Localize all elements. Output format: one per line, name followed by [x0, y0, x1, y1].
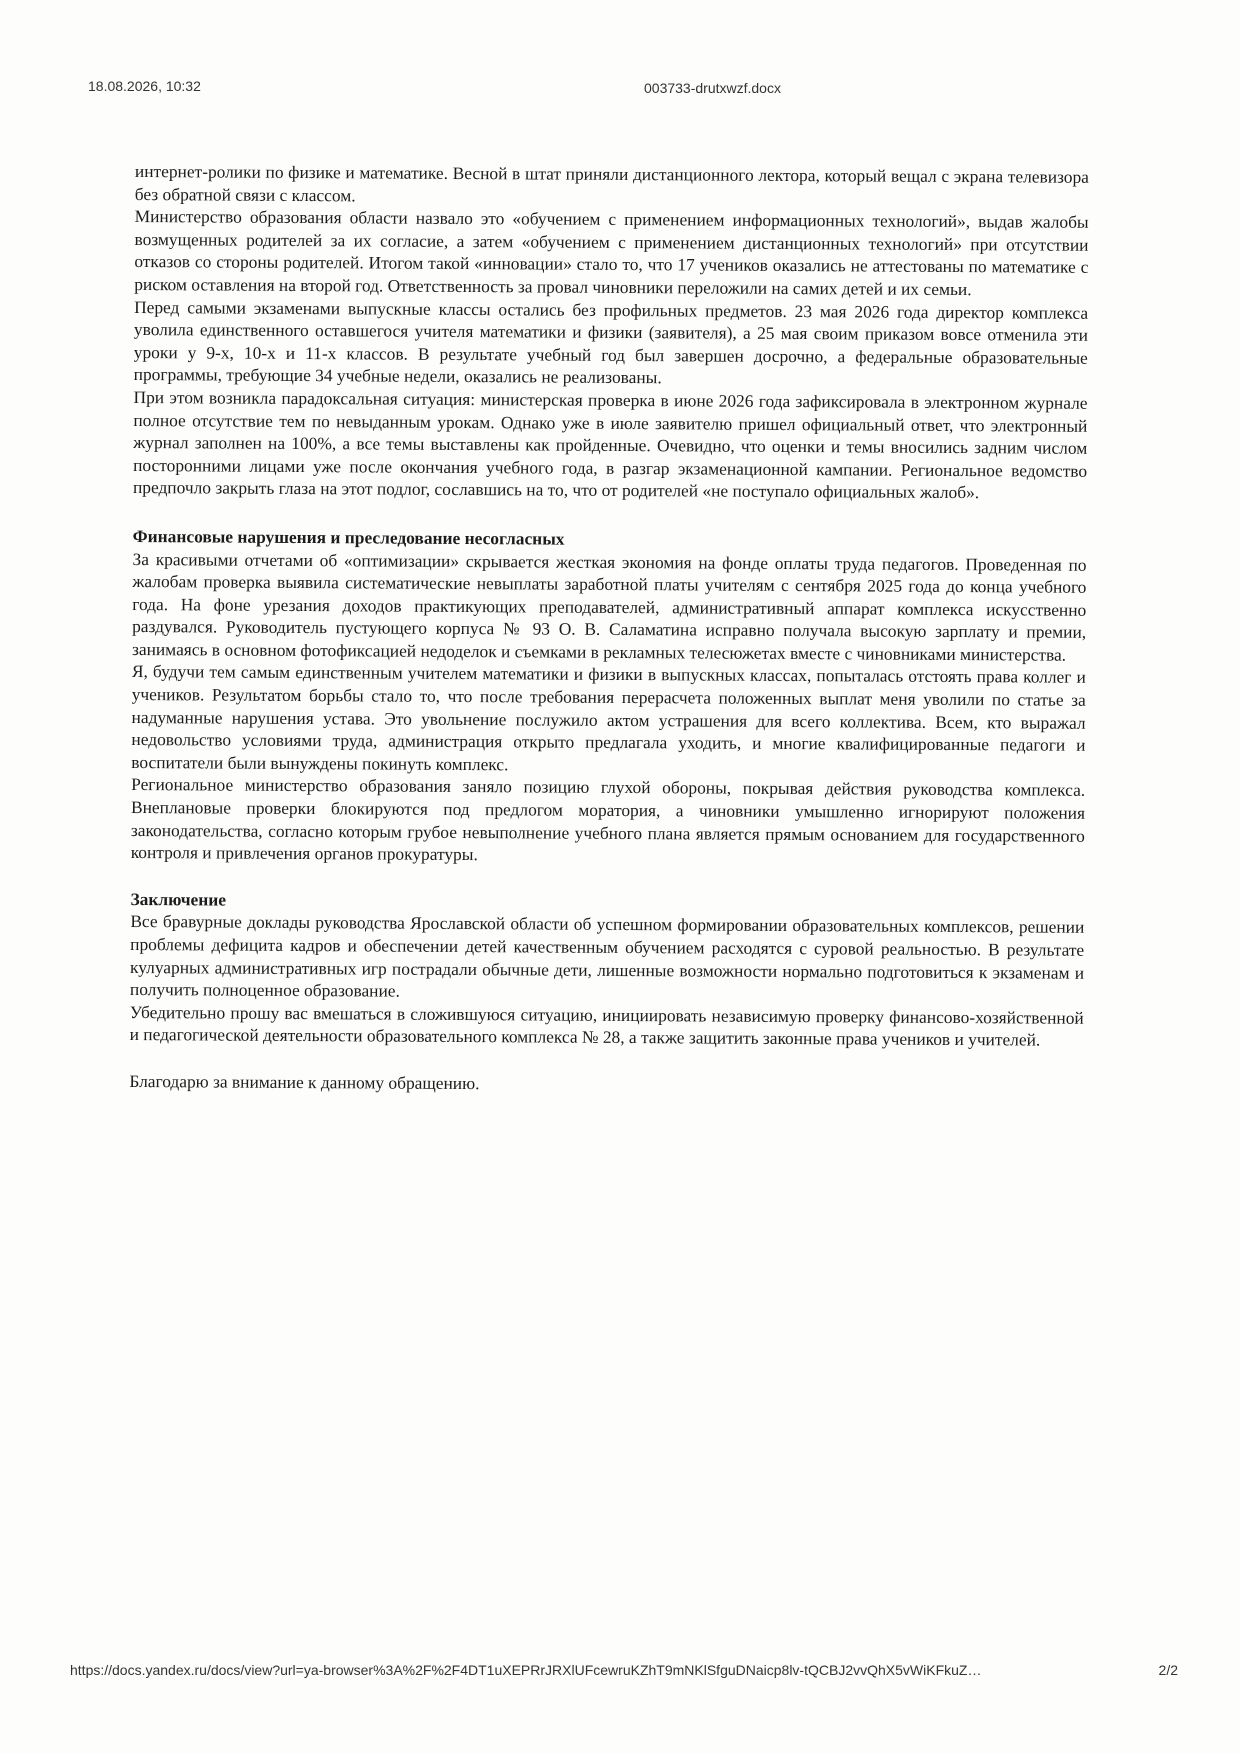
- paragraph-finance-3: Региональное министерство образования заняло позицию глухой обороны, покрывая действия руководства комплекса. Внеплановые проверки блокируются под предлогом моратория, а чиновники умышленно игнорируют положения законодательства, согласно которым грубое невыполнение учебного плана является прямым основанием для государственного контроля и привлечения органов прокуратуры.: [130, 774, 1086, 865]
- print-footer: [70, 1662, 1178, 1684]
- section-heading-finance: Финансовые нарушения и преследование несогласных: [132, 525, 565, 549]
- print-header: [88, 78, 1152, 100]
- document-filename: 003733-drutxwzf.docx: [644, 80, 781, 96]
- document-body: [129, 160, 1089, 1098]
- section-heading-conclusion: Заключение: [130, 888, 227, 910]
- page-number: 2/2: [1158, 1662, 1178, 1678]
- paragraph-intro-4: При этом возникла парадоксальная ситуация: министерская проверка в июне 2026 года зафиксировала в электронном журнале полное отсутствие тем по невыданным урокам. Однако уже в июле заявителю пришел официальный ответ, что электронный журнал заполнен на 100%, а все темы выставлены как пройденные. Очевидно, что оценки и темы вносились задним числом посторонними лицами уже после окончания учебного года, в разгар экзаменационной кампании. Региональное ведомство предпочло закрыть глаза на этот подлог, сославшись на то, что от родителей «не поступало официальных жалоб».: [132, 386, 1088, 503]
- paragraph-finance-2: Я, будучи тем самым единственным учителем математики и физики в выпускных классах, попыталась отстоять права коллег и учеников. Результатом борьбы стало то, что после требования перерасчета положенных выплат меня уволили по статье за надуманные нарушения устава. Это увольнение послужило актом устрашения для всего коллектива. Всем, кто выражал недовольство условиями труда, администрация открыто предлагала уходить, и многие квалифицированные педагоги и воспитатели были вынуждены покинуть комплекс.: [131, 661, 1086, 775]
- paragraph-finance-1: За красивыми отчетами об «оптимизации» скрывается жесткая экономия на фонде оплаты труда педагогов. Проведенная по жалобам проверка выявила систематические невыплаты заработной платы учителям с сентября 2025 года до конца учебного года. На фоне урезания доходов практикующих преподавателей, административный аппарат комплекса искусственно раздувался. Руководитель пустующего корпуса № 93 О. В. Саламатина исправно получала высокую зарплату и премии, занимаясь в основном фотофиксацией недоделок и съемками в рекламных телесюжетах вместе с чиновниками министерства.: [131, 548, 1087, 665]
- paragraph-intro-1: интернет-ролики по физике и математике. Весной в штат приняли дистанционного лектора, который вещал с экрана телевизора без обратной связи с классом.: [134, 160, 1089, 205]
- closing-line: Благодарю за внимание к данному обращению.: [129, 1070, 480, 1094]
- paragraph-conclusion-1: Все бравурные доклады руководства Ярославской области об успешном формировании образовательных комплексов, решении проблемы дефицита кадров и обеспечении детей качественным обучением расходятся с суровой реальностью. В результате кулуарных административных игр пострадали обычные дети, лишенные возможности нормально подготовиться к экзаменам и получить полноценное образование.: [129, 911, 1085, 1001]
- paragraph-intro-3: Перед самыми экзаменами выпускные классы остались без профильных предметов. 23 мая 2026 года директор комплекса уволила единственного оставшегося учителя математики и физики (заявителя), а 25 мая своим приказом вовсе отменила эти уроки у 9-х, 10-х и 11-х классов. В результате учебный год был завершен досрочно, а федеральные образовательные программы, требующие 34 учебные недели, оказались не реализованы.: [133, 296, 1089, 388]
- print-datetime: 18.08.2026, 10:32: [88, 78, 201, 94]
- source-url: https://docs.yandex.ru/docs/view?url=ya-browser%3A%2F%2F4DT1uXEPRrJRXlUFcewruKZhT9mNKlSfguDNaicp8lv-tQCBJ2vvQhX5vWiKFkuZ…: [70, 1662, 982, 1678]
- paragraph-intro-2: Министерство образования области назвало это «обучением с применением информационных технологий», выдав жалобы возмущенных родителей за их согласие, а затем «обучением с применением дистанционных технологий» при отсутствии отказов со стороны родителей. Итогом такой «инновации» стало то, что 17 учеников оказались не аттестованы по математике с риском оставления на второй год. Ответственность за провал чиновники переложили на самих детей и их семьи.: [134, 206, 1089, 300]
- paragraph-conclusion-2: Убедительно прошу вас вмешаться в сложившуюся ситуацию, инициировать независимую проверку финансово-хозяйственной и педагогической деятельности образовательного комплекса № 28, а также защитить законные права учеников и учителей.: [129, 1001, 1084, 1050]
